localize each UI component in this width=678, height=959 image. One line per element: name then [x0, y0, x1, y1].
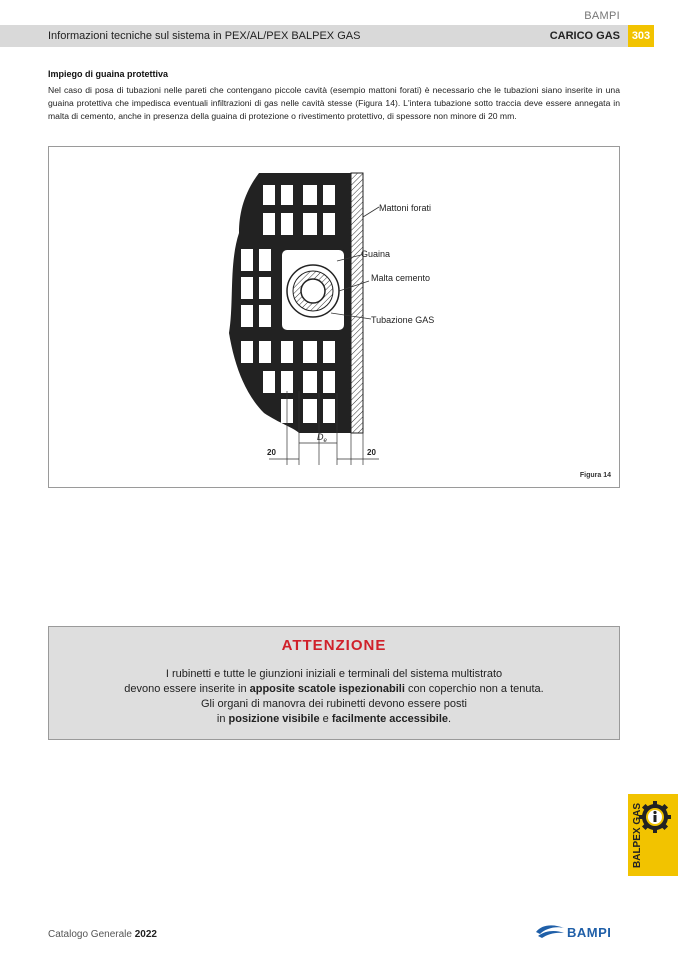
dim-center: $D_e$ — [317, 432, 327, 444]
footer-catalog: Catalogo Generale 2022 — [48, 929, 157, 940]
side-tab-label: BALPEX GAS — [632, 802, 643, 868]
dim-left: 20 — [267, 448, 276, 457]
wall-section-diagram — [219, 153, 459, 475]
section-title: Impiego di guaina protettiva — [48, 69, 169, 79]
dim-right: 20 — [367, 448, 376, 457]
warning-line-4: in posizione visibile e facilmente accessibile. — [216, 713, 452, 725]
gear-info-icon — [638, 800, 672, 834]
gas-pipe — [287, 265, 339, 317]
warning-line-2: devono essere inserite in apposite scatole ispezionabili con coperchio non a tenuta. — [124, 683, 544, 695]
header-subtitle: Informazioni tecniche sul sistema in PEX/AL/PEX BALPEX GAS — [48, 30, 361, 42]
warning-title: ATTENZIONE — [281, 637, 387, 654]
footer-brand: BAMPI — [567, 925, 612, 940]
side-tab[interactable] — [628, 794, 678, 876]
warning-text — [49, 667, 619, 727]
figure-caption: Figura 14 — [579, 472, 611, 479]
warning-box — [48, 626, 620, 740]
warning-line-3: Gli organi di manovra dei rubinetti devono essere posti — [201, 698, 467, 710]
label-pipe: Tubazione GAS — [371, 315, 435, 325]
label-sleeve: Guaina — [361, 249, 391, 259]
warning-line-1: I rubinetti e tutte le giunzioni iniziali e terminali del sistema multistrato — [165, 668, 503, 680]
body-paragraph: Nel caso di posa di tubazioni nelle pareti che contengano piccole cavità (esempio mattoni forati) è necessario che le tubazioni siano inserite in una guaina protettiva che impedisca eventuali infiltrazioni di gas nelle cavità stesse (Figura 14). L'intera tubazione sotto traccia deve essere annegata in malta di cemento, anche in presenza della guaina di protezione o rivestimento protettivo, di spessore non minore di 20 mm. — [48, 85, 620, 121]
label-mortar: Malta cemento — [371, 273, 431, 283]
brick-wall — [219, 153, 359, 453]
figure-box — [48, 146, 620, 488]
bampi-logo-icon — [534, 922, 566, 940]
label-bricks: Mattoni forati — [379, 203, 432, 213]
header-section: CARICO GAS — [549, 30, 620, 42]
page-number: 303 — [628, 25, 654, 47]
header-brand: BAMPI — [584, 10, 620, 22]
